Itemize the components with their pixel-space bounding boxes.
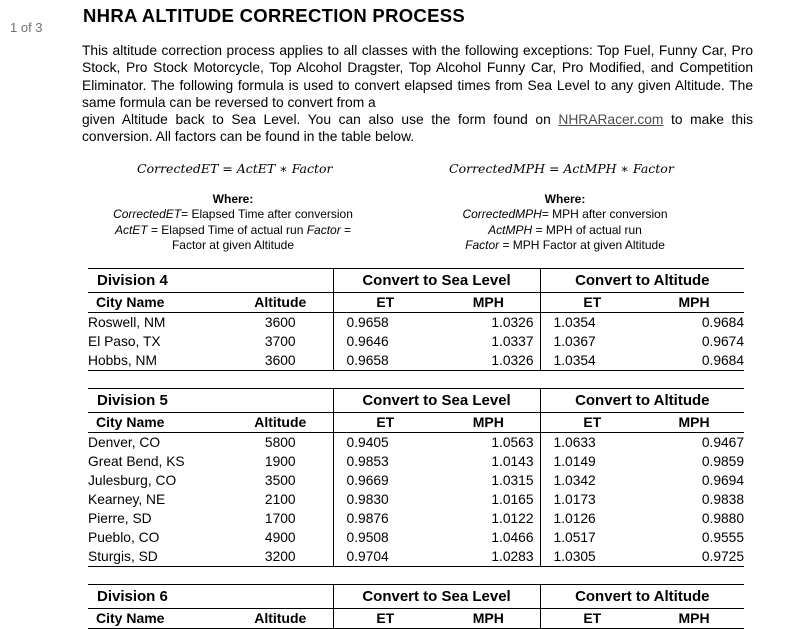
sea-level-mph-header: MPH [437, 293, 540, 313]
altitude-mph-cell: 0.9838 [701, 492, 745, 507]
table-row [88, 547, 744, 567]
city-name-header: City Name [88, 293, 228, 313]
altitude-mph-cell: 0.9467 [701, 435, 745, 450]
altitude-et-cell: 1.0149 [540, 452, 644, 471]
city-name-header: City Name [88, 413, 228, 433]
altitude-header: Altitude [228, 293, 333, 313]
where-mph-def-2: = MPH of actual run [532, 222, 642, 237]
altitude-cell: 3500 [264, 473, 296, 488]
sea-level-mph-cell: 1.0165 [491, 492, 534, 507]
intro-text: This altitude correction process applies to all classes with the following exceptions: Top Fuel, Funny Car, Pro Stock, Pro Stock Motorcycle, Top Alcohol Dragster, Top Alcohol Funny Car, Pro Modified, and Competition Eliminator. The following formula is used to convert elapsed times from Sea Level to any given Altitude. The same formula can be reversed to convert from a [82, 43, 753, 110]
altitude-et-header: ET [540, 293, 644, 313]
altitude-cell: 3200 [228, 547, 333, 567]
where-block-et [88, 192, 378, 254]
sea-level-mph-cell: 1.0563 [491, 435, 534, 450]
convert-to-altitude-header: Convert to Altitude [540, 269, 744, 293]
division-table [88, 268, 744, 371]
where-mph-line-1 [420, 207, 710, 222]
table-row [88, 433, 744, 453]
where-mph-term-3: Factor [465, 238, 500, 253]
sea-level-et-cell: 0.9646 [333, 332, 437, 351]
sea-level-et-cell: 0.9853 [333, 452, 437, 471]
where-mph-line-3 [420, 238, 710, 253]
where-block-mph [420, 192, 710, 254]
formula-et: CorrectedET = ActET ∗ Factor [137, 161, 333, 176]
where-et-line-1 [88, 207, 378, 222]
city-name-cell: Denver, CO [88, 435, 161, 450]
city-name-cell: Sturgis, SD [88, 547, 228, 567]
altitude-et-cell: 1.0354 [540, 351, 644, 371]
altitude-mph-cell: 0.9684 [701, 315, 745, 330]
convert-to-sea-level-header: Convert to Sea Level [333, 269, 540, 293]
altitude-cell: 3600 [228, 351, 333, 371]
altitude-mph-cell: 0.9684 [644, 351, 744, 371]
sea-level-mph-cell: 1.0337 [491, 334, 534, 349]
altitude-cell: 1900 [264, 454, 296, 469]
where-mph-def-3: = MPH Factor at given Altitude [499, 238, 665, 253]
page-title: NHRA ALTITUDE CORRECTION PROCESS [83, 5, 466, 26]
where-et-term-1: CorrectedET [113, 207, 182, 222]
altitude-et-cell: 1.0633 [540, 433, 644, 453]
sea-level-mph-cell: 1.0143 [491, 454, 534, 469]
nhraracer-link[interactable]: NHRARacer.com [558, 112, 664, 128]
altitude-et-header: ET [540, 413, 644, 433]
where-label: Where: [212, 192, 254, 206]
city-name-cell: Pierre, SD [88, 511, 152, 526]
altitude-header: Altitude [228, 413, 333, 433]
table-row [88, 452, 744, 471]
altitude-cell: 5800 [264, 435, 296, 450]
city-name-cell: Pueblo, CO [88, 530, 160, 545]
sea-level-et-cell: 0.9658 [333, 351, 437, 371]
city-name-header: City Name [88, 609, 228, 629]
convert-to-sea-level-header: Convert to Sea Level [333, 389, 540, 413]
altitude-et-cell: 1.0342 [540, 471, 644, 490]
altitude-mph-cell: 0.9555 [701, 530, 745, 545]
sea-level-et-cell: 0.9876 [333, 509, 437, 528]
table-row [88, 490, 744, 509]
where-et-line-2 [88, 223, 378, 238]
table-row [88, 313, 744, 333]
altitude-cell: 1700 [264, 511, 296, 526]
sea-level-et-header: ET [333, 293, 437, 313]
sea-level-et-cell: 0.9508 [333, 528, 437, 547]
division-title: Division 5 [88, 389, 333, 413]
sea-level-mph-cell: 1.0466 [491, 530, 534, 545]
where-et-def-3a: = [340, 222, 352, 237]
division-table [88, 584, 744, 629]
sea-level-mph-header: MPH [437, 413, 540, 433]
city-name-cell: El Paso, TX [88, 334, 161, 349]
city-name-cell: Roswell, NM [88, 315, 166, 330]
altitude-cell: 2100 [264, 492, 296, 507]
altitude-et-header: ET [540, 609, 644, 629]
altitude-header: Altitude [228, 609, 333, 629]
division-table [88, 388, 744, 567]
convert-to-sea-level-header: Convert to Sea Level [333, 585, 540, 609]
city-name-cell: Great Bend, KS [88, 454, 185, 469]
altitude-cell: 3600 [264, 315, 296, 330]
table-row [88, 528, 744, 547]
table-row [88, 471, 744, 490]
table-row [88, 332, 744, 351]
city-name-cell: Kearney, NE [88, 492, 166, 507]
formula-mph: CorrectedMPH = ActMPH ∗ Factor [449, 161, 674, 176]
convert-to-altitude-header: Convert to Altitude [540, 585, 744, 609]
sea-level-mph-cell: 1.0315 [491, 473, 534, 488]
where-mph-term-1: CorrectedMPH [462, 207, 542, 222]
sea-level-et-header: ET [333, 413, 437, 433]
where-et-term-2: ActET [114, 222, 148, 237]
where-et-term-3: Factor [306, 222, 341, 237]
altitude-et-cell: 1.0305 [540, 547, 644, 567]
sea-level-mph-cell: 1.0283 [437, 547, 540, 567]
table-row [88, 509, 744, 528]
where-et-def-2: = Elapsed Time of actual run [147, 222, 307, 237]
intro-text-after-link: to make this conversion. All factors can be found in the table below. [82, 112, 753, 145]
where-label: Where: [544, 192, 586, 206]
altitude-mph-header: MPH [644, 609, 744, 629]
altitude-mph-header: MPH [644, 293, 744, 313]
altitude-et-cell: 1.0126 [540, 509, 644, 528]
intro-text-before-link: given Altitude back to Sea Level. You can also use the form found on [82, 112, 559, 128]
altitude-mph-cell: 0.9859 [701, 454, 745, 469]
division-title: Division 4 [88, 269, 333, 293]
page-counter: 1 of 3 [10, 20, 43, 35]
altitude-mph-cell: 0.9694 [701, 473, 745, 488]
division-title: Division 6 [88, 585, 333, 609]
intro-paragraph [82, 42, 753, 146]
altitude-mph-header: MPH [644, 413, 744, 433]
city-name-cell: Hobbs, NM [88, 351, 228, 371]
altitude-cell: 4900 [264, 530, 296, 545]
altitude-mph-cell: 0.9674 [701, 334, 745, 349]
city-name-cell: Julesburg, CO [88, 473, 177, 488]
where-et-line-3: Factor at given Altitude [171, 238, 295, 253]
sea-level-mph-cell: 1.0122 [491, 511, 534, 526]
sea-level-et-cell: 0.9704 [333, 547, 437, 567]
table-row [88, 351, 744, 371]
sea-level-et-cell: 0.9658 [333, 313, 437, 333]
altitude-et-cell: 1.0173 [540, 490, 644, 509]
sea-level-mph-cell: 1.0326 [437, 351, 540, 371]
where-et-def-1: = Elapsed Time after conversion [181, 207, 353, 222]
where-mph-def-1: = MPH after conversion [541, 207, 668, 222]
sea-level-et-cell: 0.9830 [333, 490, 437, 509]
altitude-mph-cell: 0.9880 [701, 511, 745, 526]
altitude-mph-cell: 0.9725 [644, 547, 744, 567]
convert-to-altitude-header: Convert to Altitude [540, 389, 744, 413]
sea-level-et-cell: 0.9405 [333, 433, 437, 453]
intro-text-continued [82, 111, 753, 146]
where-mph-term-2: ActMPH [488, 222, 533, 237]
altitude-et-cell: 1.0367 [540, 332, 644, 351]
sea-level-et-cell: 0.9669 [333, 471, 437, 490]
altitude-et-cell: 1.0517 [540, 528, 644, 547]
where-mph-line-2 [420, 223, 710, 238]
sea-level-mph-header: MPH [437, 609, 540, 629]
altitude-cell: 3700 [264, 334, 296, 349]
sea-level-mph-cell: 1.0326 [491, 315, 534, 330]
sea-level-et-header: ET [333, 609, 437, 629]
altitude-et-cell: 1.0354 [540, 313, 644, 333]
